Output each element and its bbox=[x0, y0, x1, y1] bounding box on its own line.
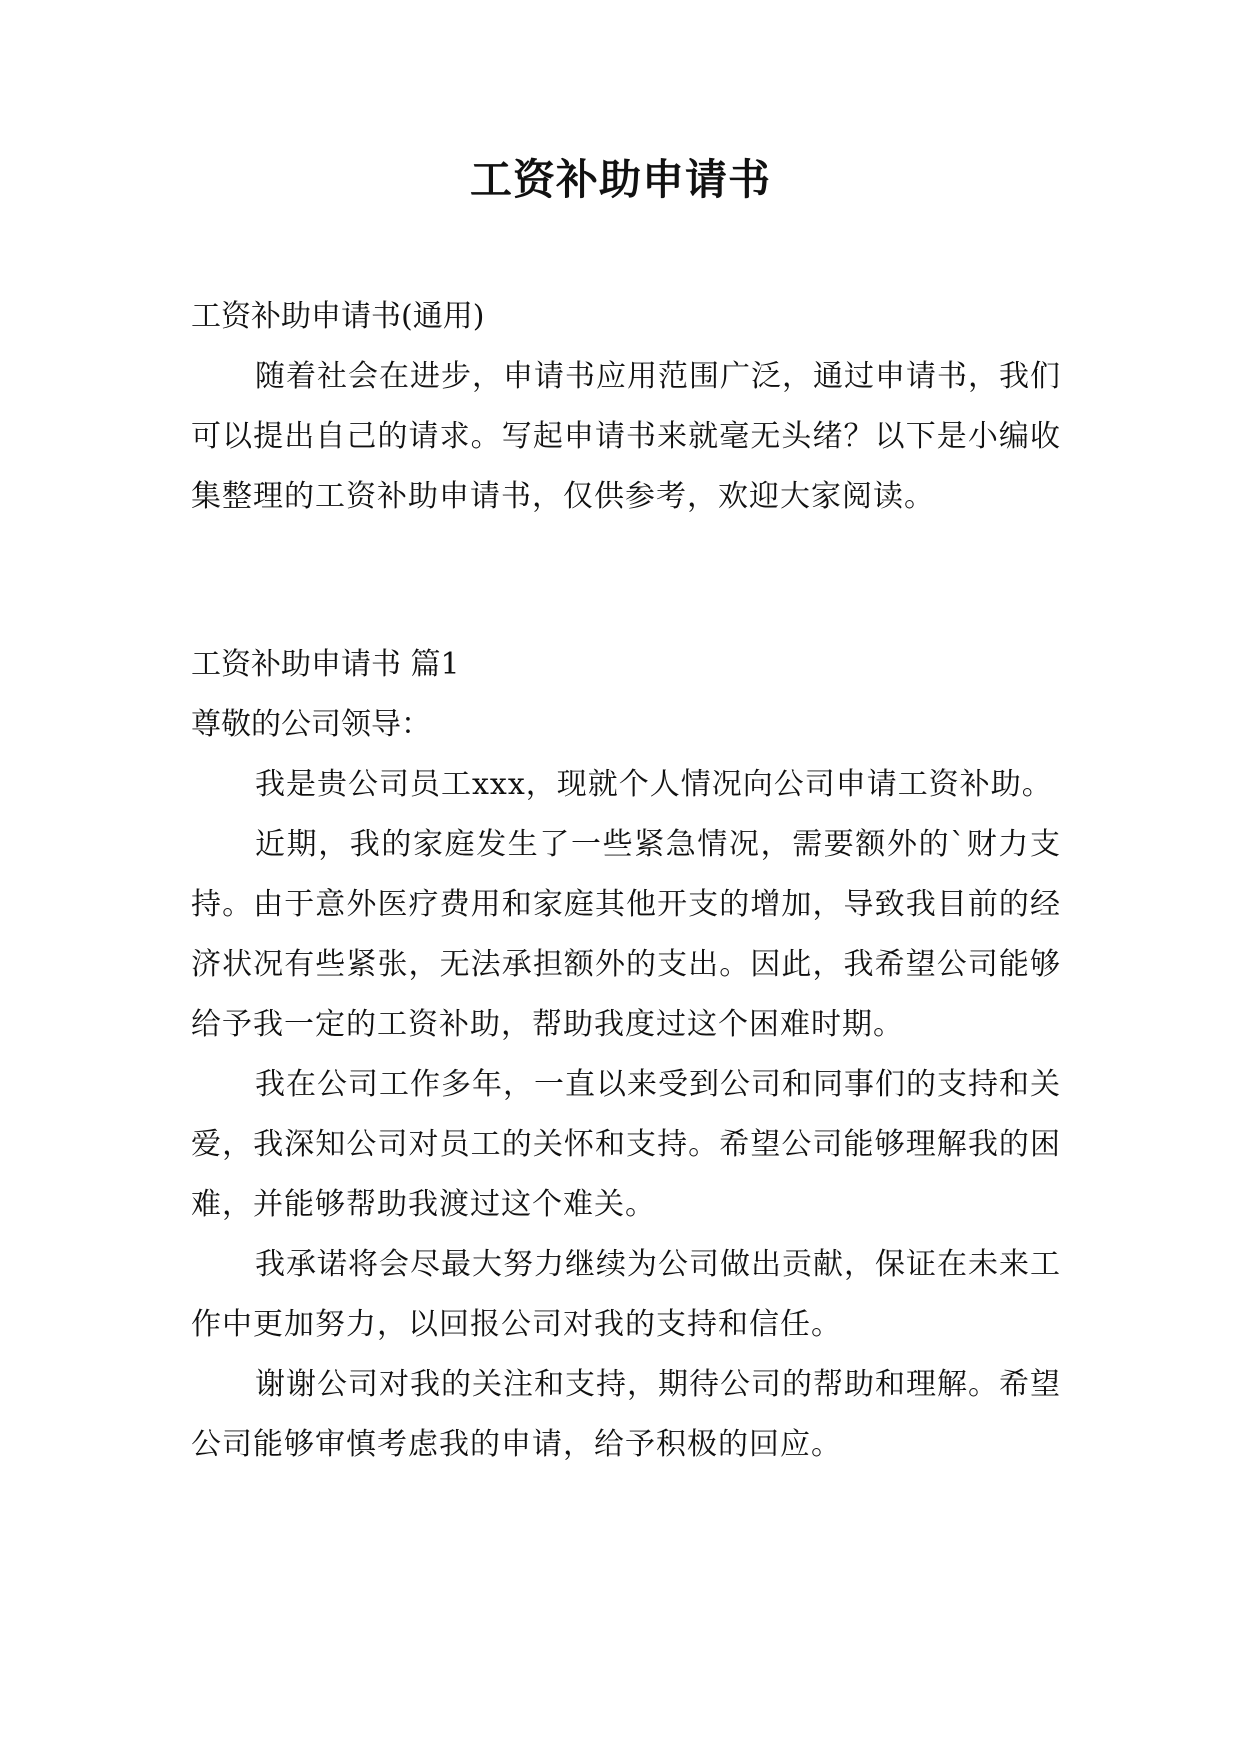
letter-section bbox=[191, 635, 1061, 1475]
intro-paragraph: 随着社会在进步，申请书应用范围广泛，通过申请书，我们可以提出自己的请求。写起申请书来就毫无头绪？以下是小编收集整理的工资补助申请书，仅供参考，欢迎大家阅读。 bbox=[191, 359, 1061, 514]
letter-paragraph: 谢谢公司对我的关注和支持，期待公司的帮助和理解。希望公司能够审慎考虑我的申请，给予积极的回应。 bbox=[191, 1367, 1061, 1462]
intro-block bbox=[191, 287, 1061, 527]
letter-paragraph: 近期，我的家庭发生了一些紧急情况，需要额外的`财力支持。由于意外医疗费用和家庭其他开支的增加，导致我目前的经济状况有些紧张，无法承担额外的支出。因此，我希望公司能够给予我一定的工资补助，帮助我度过这个困难时期。 bbox=[191, 827, 1061, 1042]
letter-paragraph: 我承诺将会尽最大努力继续为公司做出贡献，保证在未来工作中更加努力，以回报公司对我的支持和信任。 bbox=[191, 1247, 1061, 1342]
letter-paragraph: 我在公司工作多年，一直以来受到公司和同事们的支持和关爱，我深知公司对员工的关怀和支持。希望公司能够理解我的困难，并能够帮助我渡过这个难关。 bbox=[191, 1067, 1061, 1222]
section-heading: 工资补助申请书 篇1 bbox=[191, 647, 460, 682]
letter-paragraph: 我是贵公司员工xxx，现就个人情况向公司申请工资补助。 bbox=[255, 767, 1053, 802]
document-subtitle: 工资补助申请书(通用) bbox=[191, 299, 485, 334]
document-title: 工资补助申请书 bbox=[469, 155, 771, 204]
letter-salutation: 尊敬的公司领导： bbox=[191, 707, 431, 742]
